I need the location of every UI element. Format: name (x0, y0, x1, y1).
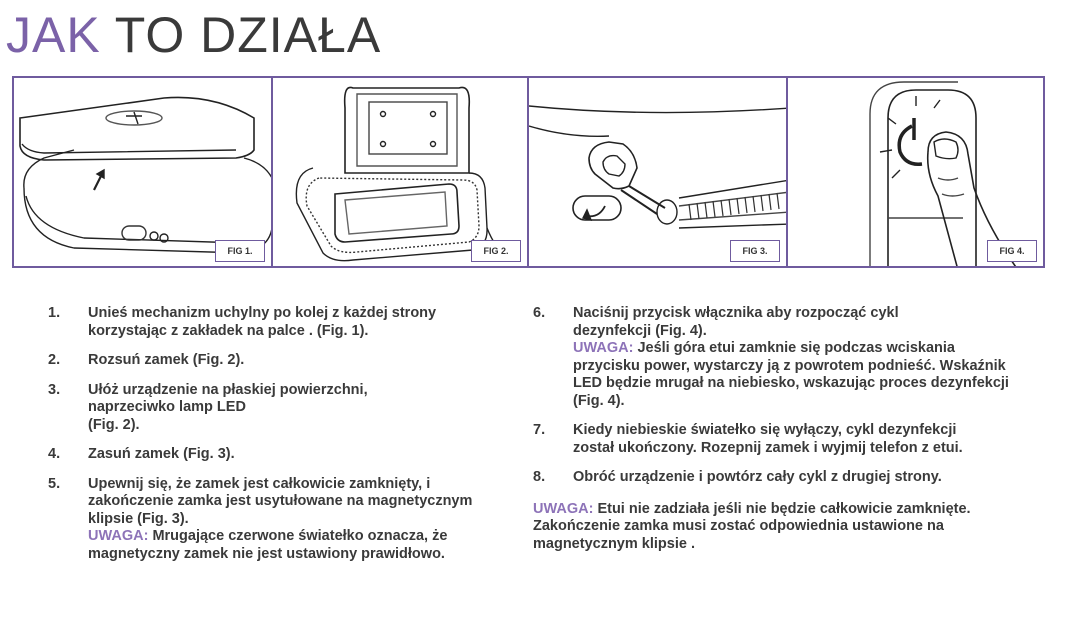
fig-label: FIG 4. (987, 240, 1037, 262)
step-8 (533, 469, 1013, 487)
figure-3 (527, 76, 788, 268)
step-6 (533, 305, 1013, 410)
step-5 (48, 476, 518, 564)
fig-label: FIG 1. (215, 240, 265, 262)
fig-label: FIG 2. (471, 240, 521, 262)
step-text: Unieś mechanizm uchylny po kolej z każdej strony korzystając z zakładek na palce . (Fig. 1). (88, 305, 437, 339)
note-label: UWAGA: (88, 528, 149, 544)
step-text-block (88, 476, 518, 564)
note-label: UWAGA: (533, 500, 594, 517)
fig-label: FIG 3. (730, 240, 780, 262)
step-2 (48, 352, 518, 370)
step-3 (48, 382, 518, 435)
note-label: UWAGA: (573, 340, 634, 356)
instructions-right-column (533, 305, 1013, 553)
step-number: 8. (533, 469, 546, 485)
step-7 (533, 422, 1013, 457)
final-note (533, 501, 993, 554)
step-number: 2. (48, 352, 61, 368)
step-text-extra: (Fig. 2). (88, 416, 140, 433)
step-text-block (88, 382, 418, 435)
page-title (6, 2, 381, 68)
step-text: Kiedy niebieskie światełko się wyłączy, cykl dezynfekcji został ukończony. Rozepnij zamek i wyjmij telefon z etui. (573, 422, 963, 456)
step-text-block (573, 305, 1013, 410)
step-number: 3. (48, 381, 61, 398)
step-1 (48, 305, 518, 340)
note-text: Mrugające czerwone światełko oznacza, że magnetyczny zamek nie jest ustawiony prawidłowo. (88, 528, 448, 562)
figure-4 (786, 76, 1045, 268)
step-text: Rozsuń zamek (Fig. 2). (88, 352, 245, 368)
figure-1 (12, 76, 273, 268)
step-number: 4. (48, 446, 61, 462)
step-note (88, 528, 518, 563)
step-number: 5. (48, 475, 61, 492)
step-text: Ułóż urządzenie na płaskiej powierzchni, naprzeciwko lamp LED (88, 381, 368, 415)
step-4 (48, 446, 518, 464)
instructions-left-column (48, 305, 518, 575)
step-text: Zasuń zamek (Fig. 3). (88, 446, 235, 462)
title-rest: TO DZIAŁA (114, 7, 382, 63)
step-note (573, 340, 1013, 410)
step-text: Naciśnij przycisk włącznika aby rozpocząć cykl dezynfekcji (Fig. 4). (573, 305, 899, 339)
step-number: 1. (48, 305, 61, 321)
step-text: Upewnij się, że zamek jest całkowicie zamknięty, i zakończenie zamka jest usytułowane na magnetycznym klipsie (Fig. 3). (88, 475, 473, 527)
title-accent: JAK (6, 7, 101, 63)
step-text: Obróć urządzenie i powtórz cały cykl z drugiej strony. (573, 469, 942, 485)
final-note-text: Etui nie zadziała jeśli nie będzie całkowicie zamknięte. Zakończenie zamka musi zostać odpowiednia ustawione na magnetycznym klipsie . (533, 500, 971, 552)
step-number: 6. (533, 305, 546, 321)
step-number: 7. (533, 422, 546, 438)
note-text: Jeśli góra etui zamknie się podczas wciskania przycisku power, wystarczy ją z powrotem podnieść. Wskaźnik LED będzie mrugał na niebiesko, wskazując proces dezynfekcji (Fig. 4). (573, 340, 1009, 409)
figure-2 (271, 76, 529, 268)
figure-strip (12, 76, 1045, 268)
